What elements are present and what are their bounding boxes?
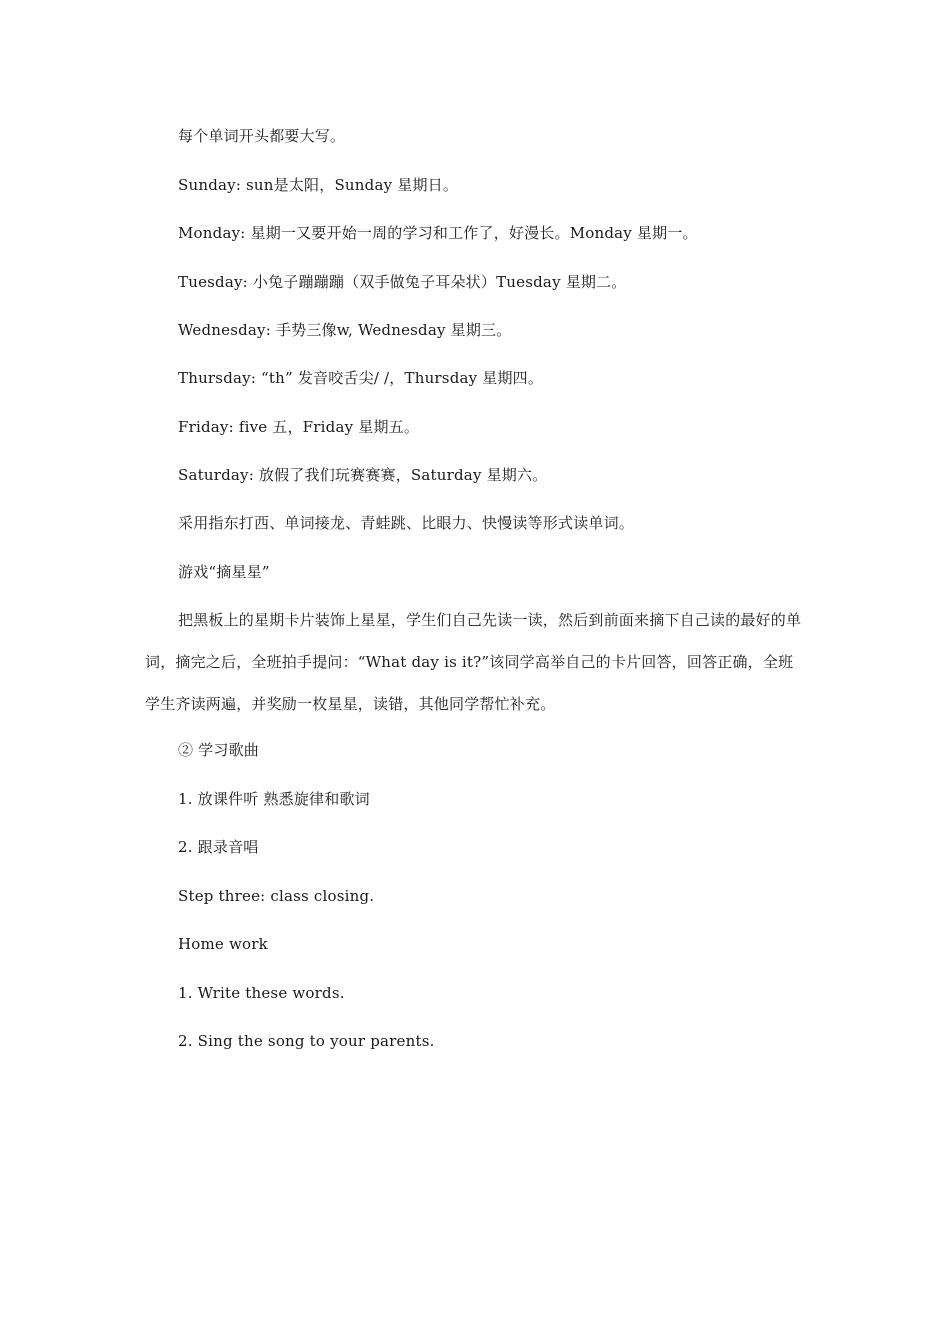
song-step-2: 2. 跟录音唱 — [178, 838, 259, 856]
homework-item-1: 1. Write these words. — [178, 984, 345, 1002]
homework-item-2: 2. Sing the song to your parents. — [178, 1032, 435, 1050]
sunday-line: Sunday: sun是太阳，Sunday 星期日。 — [178, 176, 459, 194]
homework-heading: Home work — [178, 935, 268, 953]
capitalization-note: 每个单词开头都要大写。 — [178, 127, 346, 145]
reading-methods-line: 采用指东打西、单词接龙、青蛙跳、比眼力、快慢读等形式读单词。 — [178, 514, 635, 532]
game-description-paragraph: 把黑板上的星期卡片装饰上星星，学生们自己先读一读，然后到前面来摘下自己读的最好的单词，摘完之后，全班拍手提问：“What day is it?”该同学高举自己的卡片回答，回答正确，全班学生齐读两遍，并奖励一枚星星，读错，其他同学帮忙补充。 — [145, 611, 802, 713]
saturday-line: Saturday: 放假了我们玩赛赛赛，Saturday 星期六。 — [178, 466, 548, 484]
tuesday-line: Tuesday: 小兔子蹦蹦蹦（双手做兔子耳朵状）Tuesday 星期二。 — [178, 273, 627, 291]
song-section-heading: ② 学习歌曲 — [178, 741, 259, 759]
monday-line: Monday: 星期一又要开始一周的学习和工作了，好漫长。Monday 星期一。 — [178, 224, 698, 242]
step-three-heading: Step three: class closing. — [178, 887, 375, 905]
friday-line: Friday: five 五，Friday 星期五。 — [178, 418, 420, 436]
thursday-line: Thursday: “th” 发音咬舌尖/ /，Thursday 星期四。 — [178, 369, 544, 387]
song-step-1: 1. 放课件听 熟悉旋律和歌词 — [178, 790, 370, 808]
game-title: 游戏“摘星星” — [178, 563, 270, 581]
wednesday-line: Wednesday: 手势三像w, Wednesday 星期三。 — [178, 321, 512, 339]
